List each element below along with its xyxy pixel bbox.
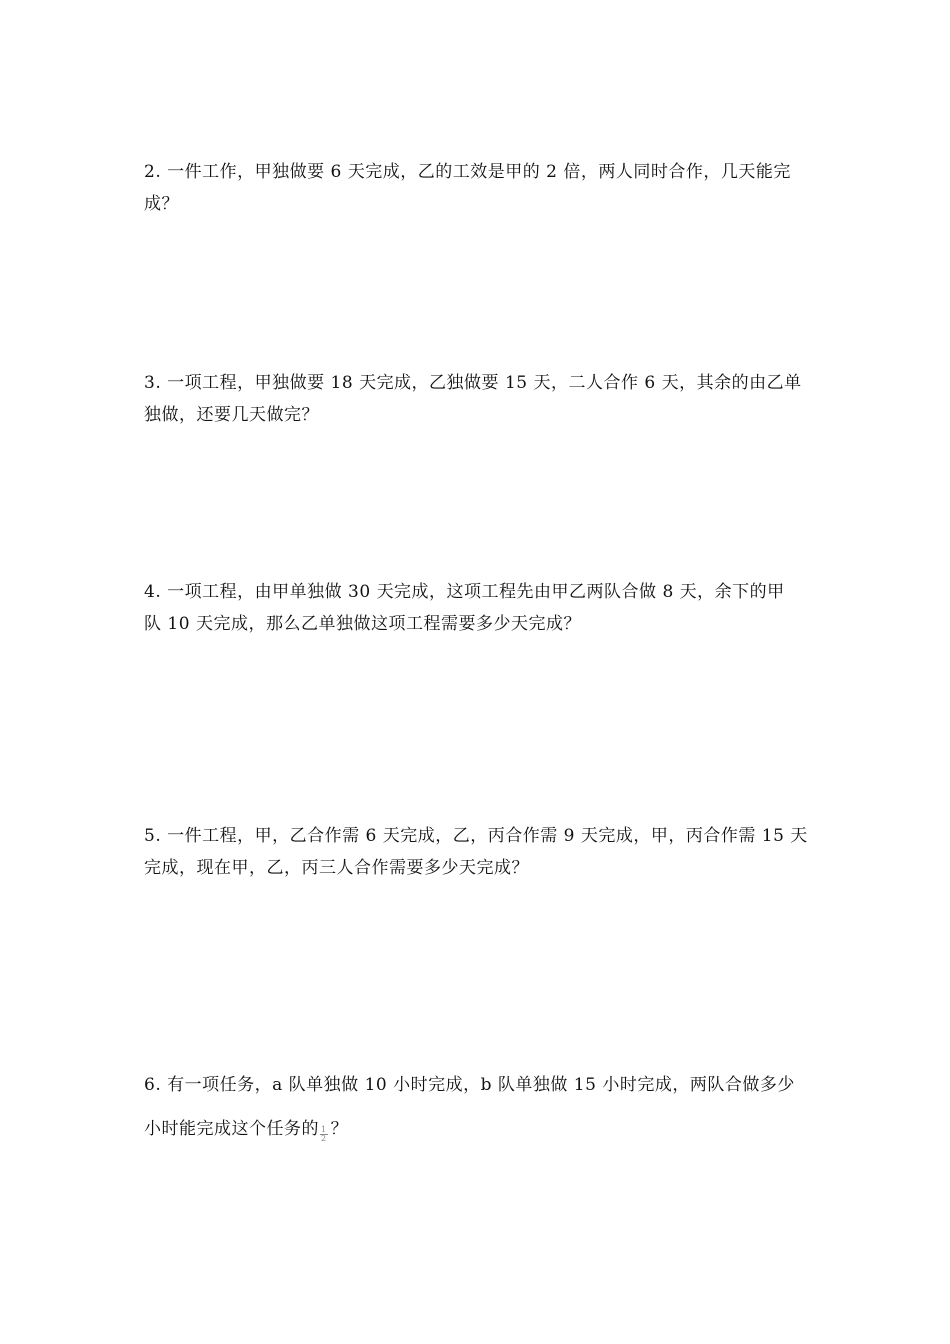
problem-3-line-2: 独做，还要几天做完？ xyxy=(144,405,319,425)
problem-5 xyxy=(144,820,810,884)
problem-3-line-1: 3. 一项工程，甲独做要 18 天完成，乙独做要 15 天，二人合作 6 天，其余的由乙单 xyxy=(144,373,802,393)
problem-6 xyxy=(144,1063,810,1151)
problem-2-line-1: 2. 一件工作，甲独做要 6 天完成，乙的工效是甲的 2 倍，两人同时合作，几天能完 xyxy=(144,162,791,182)
fraction-denominator: 2 xyxy=(321,1134,327,1143)
problem-6-line-1: 6. 有一项任务，a 队单独做 10 小时完成，b 队单独做 15 小时完成，两队合做多少 xyxy=(144,1075,795,1095)
problem-2-line-2: 成？ xyxy=(144,194,179,214)
problem-4 xyxy=(144,576,810,640)
fraction-one-half xyxy=(320,1126,328,1143)
problem-4-line-2: 队 10 天完成，那么乙单独做这项工程需要多少天完成？ xyxy=(144,614,581,634)
problem-3 xyxy=(144,367,810,431)
problem-5-line-2: 完成，现在甲，乙，丙三人合作需要多少天完成？ xyxy=(144,858,529,878)
problem-2 xyxy=(144,156,810,220)
problem-6-line-2 xyxy=(144,1107,810,1151)
problem-6-question-mark: ？ xyxy=(330,1119,349,1139)
fraction-numerator: 1 xyxy=(321,1125,327,1134)
problem-4-line-1: 4. 一项工程，由甲单独做 30 天完成，这项工程先由甲乙两队合做 8 天，余下的甲 xyxy=(144,582,785,602)
problem-5-line-1: 5. 一件工程，甲，乙合作需 6 天完成，乙，丙合作需 9 天完成，甲，丙合作需 15 天 xyxy=(144,826,808,846)
problem-6-line-2-text: 小时能完成这个任务的 xyxy=(144,1119,319,1139)
